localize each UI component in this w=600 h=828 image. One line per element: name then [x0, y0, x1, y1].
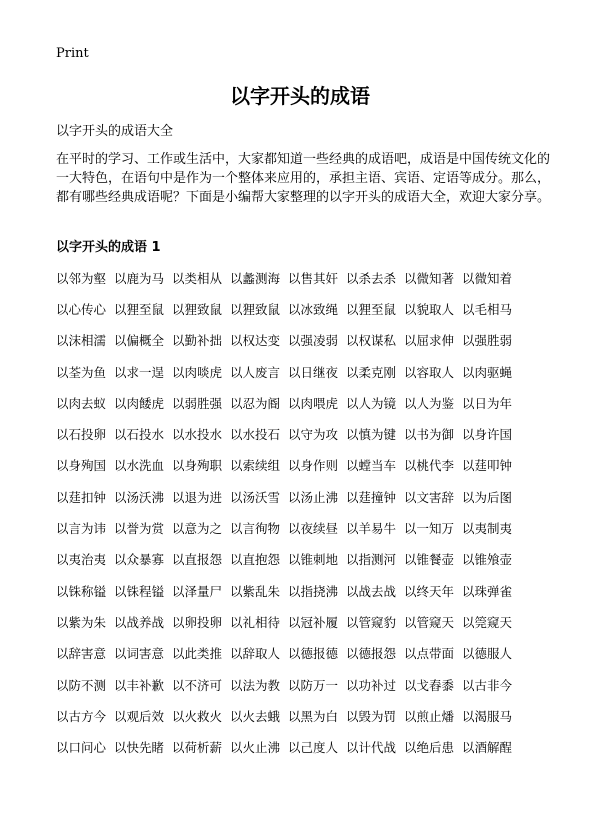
- idiom-item: 以强凌弱: [288, 333, 339, 349]
- idiom-item: 以人为鉴: [404, 395, 455, 411]
- idiom-item: 以誉为赏: [114, 521, 165, 537]
- idiom-item: 以慎为键: [346, 427, 397, 443]
- idiom-item: 以心传心: [56, 301, 107, 317]
- idiom-item: 以终天年: [404, 583, 455, 599]
- idiom-item: 以弱胜强: [172, 395, 223, 411]
- idiom-item: 以勤补拙: [172, 333, 223, 349]
- idiom-item: 以狸致鼠: [172, 301, 223, 317]
- idiom-item: 以冰致绳: [288, 301, 339, 317]
- idiom-item: 以杀去杀: [346, 270, 397, 286]
- idiom-item: 以莛撞钟: [346, 489, 397, 505]
- idiom-item: 以狸致鼠: [230, 301, 281, 317]
- idiom-item: 以煎止燔: [404, 708, 455, 724]
- idiom-item: 以紫为朱: [56, 614, 107, 630]
- print-label[interactable]: Print: [56, 46, 89, 61]
- idiom-item: 以汤沃雪: [230, 489, 281, 505]
- idiom-item: 以求一逞: [114, 364, 165, 380]
- idiom-item: 以狸至鼠: [346, 301, 397, 317]
- idiom-item: 以权谋私: [346, 333, 397, 349]
- idiom-item: 以貌取人: [404, 301, 455, 317]
- idiom-item: 以直抱怨: [230, 552, 281, 568]
- idiom-row: [56, 418, 556, 449]
- idiom-item: 以辞害意: [56, 646, 107, 662]
- idiom-item: 以微知着: [462, 270, 513, 286]
- idiom-item: 以汤沃沸: [114, 489, 165, 505]
- idiom-item: 以一知万: [404, 521, 455, 537]
- idiom-item: 以退为进: [172, 489, 223, 505]
- idiom-item: 以绝后患: [404, 740, 455, 756]
- idiom-item: 以言为讳: [56, 521, 107, 537]
- idiom-item: 以身殉职: [172, 458, 223, 474]
- idiom-item: 以战去战: [346, 583, 397, 599]
- idiom-item: 以防不测: [56, 677, 107, 693]
- idiom-row: [56, 481, 556, 512]
- idiom-item: 以观后效: [114, 708, 165, 724]
- idiom-item: 以肉餧虎: [114, 395, 165, 411]
- idiom-item: 以身作则: [288, 458, 339, 474]
- idiom-item: 以桃代李: [404, 458, 455, 474]
- idiom-item: 以战养战: [114, 614, 165, 630]
- idiom-item: 以权达变: [230, 333, 281, 349]
- idiom-item: 以德服人: [462, 646, 513, 662]
- idiom-item: 以肉去蚁: [56, 395, 107, 411]
- idiom-item: 以己度人: [288, 740, 339, 756]
- idiom-item: 以日继夜: [288, 364, 339, 380]
- idiom-item: 以德报德: [288, 646, 339, 662]
- idiom-item: 以荷析薪: [172, 740, 223, 756]
- idiom-item: 以黑为白: [288, 708, 339, 724]
- idiom-item: 以柔克刚: [346, 364, 397, 380]
- idiom-row: [56, 387, 556, 418]
- idiom-item: 以水投水: [172, 427, 223, 443]
- idiom-item: 以肉喂虎: [288, 395, 339, 411]
- idiom-item: 以法为教: [230, 677, 281, 693]
- idiom-item: 以羊易牛: [346, 521, 397, 537]
- idiom-item: 以言徇物: [230, 521, 281, 537]
- idiom-item: 以铢称镒: [56, 583, 107, 599]
- idiom-list: [56, 262, 556, 763]
- idiom-item: 以丰补歉: [114, 677, 165, 693]
- idiom-item: 以泽量尸: [172, 583, 223, 599]
- idiom-item: 以夜续昼: [288, 521, 339, 537]
- idiom-item: 以口问心: [56, 740, 107, 756]
- idiom-item: 以莛叩钟: [462, 458, 513, 474]
- idiom-item: 以直报怨: [172, 552, 223, 568]
- idiom-item: 以忍为阍: [230, 395, 281, 411]
- idiom-item: 以身殉国: [56, 458, 107, 474]
- idiom-item: 以词害意: [114, 646, 165, 662]
- idiom-item: 以古非今: [462, 677, 513, 693]
- idiom-item: 以偏概全: [114, 333, 165, 349]
- idiom-item: 以酒解酲: [462, 740, 513, 756]
- idiom-item: 以莛扣钟: [56, 489, 107, 505]
- idiom-item: 以屈求伸: [404, 333, 455, 349]
- idiom-item: 以卵投卵: [172, 614, 223, 630]
- idiom-item: 以水洗血: [114, 458, 165, 474]
- idiom-item: 以防万一: [288, 677, 339, 693]
- idiom-item: 以蠡测海: [230, 270, 281, 286]
- idiom-item: 以礼相待: [230, 614, 281, 630]
- idiom-item: 以人废言: [230, 364, 281, 380]
- idiom-item: 以火救火: [172, 708, 223, 724]
- idiom-item: 以书为御: [404, 427, 455, 443]
- idiom-item: 以指挠沸: [288, 583, 339, 599]
- idiom-row: [56, 356, 556, 387]
- idiom-item: 以人为镜: [346, 395, 397, 411]
- idiom-item: 以筦窥天: [462, 614, 513, 630]
- idiom-item: 以日为年: [462, 395, 513, 411]
- idiom-row: [56, 262, 556, 293]
- idiom-item: 以锥餐壶: [404, 552, 455, 568]
- idiom-item: 以售其奸: [288, 270, 339, 286]
- section-heading: 以字开头的成语 1: [56, 240, 161, 255]
- idiom-item: 以夷制夷: [462, 521, 513, 537]
- idiom-item: 以锥刺地: [288, 552, 339, 568]
- idiom-item: 以珠弹雀: [462, 583, 513, 599]
- idiom-item: 以古方今: [56, 708, 107, 724]
- idiom-item: 以戈舂黍: [404, 677, 455, 693]
- idiom-item: 以为后图: [462, 489, 513, 505]
- idiom-row: [56, 700, 556, 731]
- idiom-row: [56, 638, 556, 669]
- idiom-item: 以众暴寡: [114, 552, 165, 568]
- idiom-row: [56, 293, 556, 324]
- idiom-item: 以毛相马: [462, 301, 513, 317]
- idiom-item: 以沫相濡: [56, 333, 107, 349]
- idiom-item: 以文害辞: [404, 489, 455, 505]
- idiom-item: 以身许国: [462, 427, 513, 443]
- idiom-item: 以夷治夷: [56, 552, 107, 568]
- idiom-item: 以鹿为马: [114, 270, 165, 286]
- idiom-row: [56, 606, 556, 637]
- idiom-item: 以荃为鱼: [56, 364, 107, 380]
- idiom-item: 以类相从: [172, 270, 223, 286]
- idiom-item: 以功补过: [346, 677, 397, 693]
- idiom-item: 以德报怨: [346, 646, 397, 662]
- idiom-item: 以索续组: [230, 458, 281, 474]
- idiom-item: 以指测河: [346, 552, 397, 568]
- idiom-item: 以强胜弱: [462, 333, 513, 349]
- page-subtitle: 以字开头的成语大全: [56, 124, 174, 139]
- idiom-item: 以冠补履: [288, 614, 339, 630]
- idiom-item: 以火止沸: [230, 740, 281, 756]
- idiom-item: 以点带面: [404, 646, 455, 662]
- idiom-item: 以管窥天: [404, 614, 455, 630]
- idiom-item: 以邻为壑: [56, 270, 107, 286]
- idiom-row: [56, 544, 556, 575]
- idiom-item: 以容取人: [404, 364, 455, 380]
- idiom-item: 以肉驱蝇: [462, 364, 513, 380]
- idiom-item: 以计代战: [346, 740, 397, 756]
- idiom-item: 以铢程镒: [114, 583, 165, 599]
- idiom-item: 以渴服马: [462, 708, 513, 724]
- page-title: 以字开头的成语: [230, 84, 370, 108]
- idiom-row: [56, 325, 556, 356]
- idiom-item: 以汤止沸: [288, 489, 339, 505]
- idiom-item: 以快先睹: [114, 740, 165, 756]
- idiom-row: [56, 512, 556, 543]
- idiom-row: [56, 731, 556, 762]
- idiom-item: 以石投水: [114, 427, 165, 443]
- idiom-item: 以意为之: [172, 521, 223, 537]
- idiom-item: 以火去蛾: [230, 708, 281, 724]
- idiom-row: [56, 669, 556, 700]
- idiom-item: 以狸至鼠: [114, 301, 165, 317]
- idiom-item: 以此类推: [172, 646, 223, 662]
- idiom-item: 以紫乱朱: [230, 583, 281, 599]
- idiom-item: 以锥飧壶: [462, 552, 513, 568]
- idiom-item: 以不济可: [172, 677, 223, 693]
- idiom-item: 以毁为罚: [346, 708, 397, 724]
- idiom-item: 以微知著: [404, 270, 455, 286]
- idiom-item: 以肉啖虎: [172, 364, 223, 380]
- idiom-item: 以守为攻: [288, 427, 339, 443]
- idiom-row: [56, 575, 556, 606]
- intro-paragraph: 在平时的学习、工作或生活中，大家都知道一些经典的成语吧，成语是中国传统文化的一大特色，在语句中是作为一个整体来应用的，承担主语、宾语、定语等成分。那么，都有哪些经典成语呢？下面是小编帮大家整理的以字开头的成语大全，欢迎大家分享。: [56, 152, 551, 205]
- idiom-item: 以螳当车: [346, 458, 397, 474]
- idiom-row: [56, 450, 556, 481]
- idiom-item: 以管窥豹: [346, 614, 397, 630]
- idiom-item: 以水投石: [230, 427, 281, 443]
- idiom-item: 以辞取人: [230, 646, 281, 662]
- idiom-item: 以石投卵: [56, 427, 107, 443]
